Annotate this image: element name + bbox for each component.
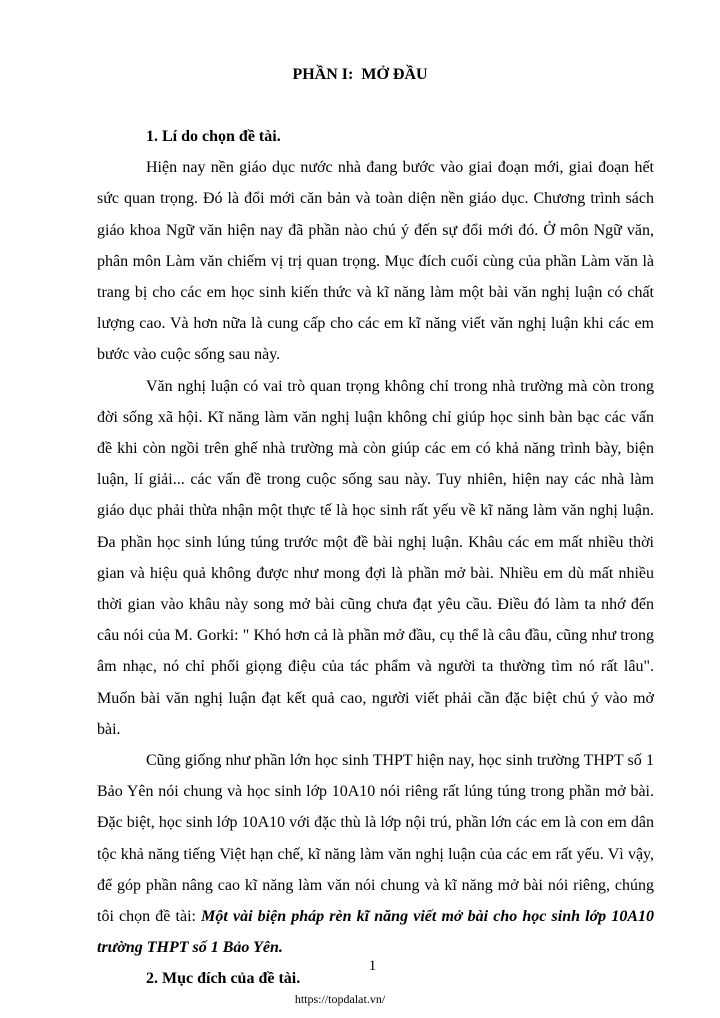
page-number: 1 (368, 958, 377, 974)
section-heading-reason: 1. Lí do chọn đề tài. (146, 128, 281, 145)
paragraph-education-context: Hiện nay nền giáo dục nước nhà đang bước vào giai đoạn mới, giai đoạn hết sức quan trọng. Đó là đổi mới căn bản và toàn diện nền giáo dục. Chương trình sách giáo khoa Ngữ văn hiện nay đã phần nào chú ý đến sự đổi mới đó. Ở môn Ngữ văn, phân môn Làm văn chiếm vị trị quan trọng. Mục đích cuối cùng của phần Làm văn là trang bị cho các em học sinh kiến thức và kĩ năng làm một bài văn nghị luận có chất lượng cao. Và hơn nữa là cung cấp cho các em kĩ năng viết văn nghị luận khi các em bước vào cuộc sống sau này. (97, 159, 654, 364)
section-heading-purpose: 2. Mục đích của đề tài. (146, 970, 301, 988)
page-title: PHẦN I: MỞ ĐẦU (292, 66, 428, 83)
paragraph-topic-selection (97, 745, 654, 963)
paragraph-topic-intro: Cũng giống như phần lớn học sinh THPT hiện nay, học sinh trường THPT số 1 Bảo Yên nói chung và học sinh lớp 10A10 nói riêng rất lúng túng trong phần mở bài. Đặc biệt, học sinh lớp 10A10 với đặc thù là lớp nội trú, phần lớn các em là con em dân tộc khả năng tiếng Việt hạn chế, kĩ năng làm văn nghị luận của các em rất yếu. Vì vậy, để góp phần nâng cao kĩ năng làm văn nói chung và kĩ năng mở bài nói riêng, chúng tôi chọn đề tài: (97, 752, 654, 926)
document-body (97, 121, 654, 995)
topic-title: Một vài biện pháp rèn kĩ năng viết mở bài cho học sinh lớp 10A10 trường THPT số 1 Bảo Yên. (97, 908, 655, 957)
paragraph-argumentative-writing: Văn nghị luận có vai trò quan trọng không chỉ trong nhà trường mà còn trong đời sống xã hội. Kĩ năng làm văn nghị luận không chỉ giúp học sinh bàn bạc các vấn đề khi còn ngồi trên ghế nhà trường mà còn giúp các em có khả năng trình bày, biện luận, lí giải... các vấn đề trong cuộc sống sau này. Tuy nhiên, hiện nay các nhà làm giáo dục phải thừa nhận một thực tế là học sinh rất yếu về kĩ năng làm văn nghị luận. Đa phần học sinh lúng túng trước một đề bài nghị luận. Khâu các em mất nhiều thời gian và hiệu quả không được như mong đợi là phần mở bài. Nhiều em dù mất nhiều thời gian vào khâu này song mở bài cũng chưa đạt yêu cầu. Điều đó làm ta nhớ đến câu nói của M. Gorki: " Khó hơn cả là phần mở đầu, cụ thể là câu đầu, cũng như trong âm nhạc, nó chỉ phối giọng điệu của tác phẩm và người ta thường tìm nó rất lâu". Muốn bài văn nghị luận đạt kết quả cao, người viết phải cần đặc biệt chú ý vào mở bài. (97, 377, 654, 738)
footer-url: https://topdalat.vn/ (294, 992, 386, 1006)
